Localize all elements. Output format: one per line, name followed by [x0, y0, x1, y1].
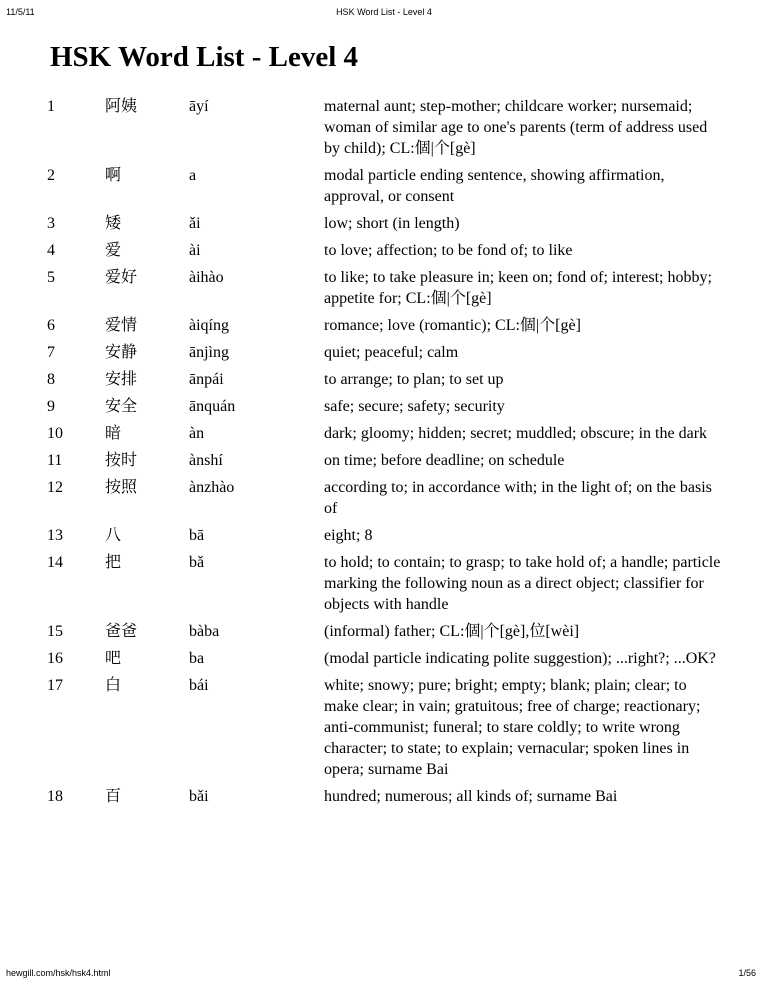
word-pinyin: ānquán: [189, 398, 236, 415]
word-number: 17: [47, 677, 63, 694]
word-list-table: [47, 96, 727, 813]
word-hanzi: 按时: [105, 452, 138, 469]
word-hanzi: 八: [105, 527, 122, 544]
word-pinyin: ǎi: [189, 215, 201, 232]
word-pinyin: bā: [189, 527, 205, 544]
word-english: maternal aunt; step-mother; childcare worker; nursemaid; woman of similar age to one's parents (term of address used by child); CL:個|个[gè]: [324, 98, 708, 157]
word-english: on time; before deadline; on schedule: [324, 452, 565, 469]
word-english: to arrange; to plan; to set up: [324, 371, 504, 388]
word-row: [47, 621, 727, 648]
word-hanzi: 爸爸: [105, 623, 138, 640]
word-row: [47, 648, 727, 675]
footer-url: hewgill.com/hsk/hsk4.html: [6, 968, 111, 978]
word-number: 1: [47, 98, 55, 115]
word-english: (informal) father; CL:個|个[gè],位[wèi]: [324, 623, 580, 640]
footer-page-number: 1/56: [738, 968, 756, 978]
word-pinyin: àiqíng: [189, 317, 229, 334]
word-number: 18: [47, 788, 63, 805]
word-number: 15: [47, 623, 63, 640]
word-hanzi: 暗: [105, 425, 122, 442]
word-hanzi: 阿姨: [105, 98, 138, 115]
word-number: 3: [47, 215, 55, 232]
word-hanzi: 爱: [105, 242, 122, 259]
word-number: 13: [47, 527, 63, 544]
word-pinyin: ànzhào: [189, 479, 235, 496]
word-english: dark; gloomy; hidden; secret; muddled; obscure; in the dark: [324, 425, 708, 442]
word-number: 8: [47, 371, 55, 388]
header-date: 11/5/11: [6, 7, 35, 17]
word-pinyin: ài: [189, 242, 201, 259]
word-english: hundred; numerous; all kinds of; surname Bai: [324, 788, 618, 805]
word-hanzi: 安排: [105, 371, 138, 388]
word-pinyin: a: [189, 167, 197, 184]
word-english: to like; to take pleasure in; keen on; fond of; interest; hobby; appetite for; CL:個|个[gè]: [324, 269, 712, 307]
word-english: to love; affection; to be fond of; to like: [324, 242, 573, 259]
word-hanzi: 爱情: [105, 317, 138, 334]
word-english: eight; 8: [324, 527, 373, 544]
word-number: 16: [47, 650, 63, 667]
word-english: white; snowy; pure; bright; empty; blank; plain; clear; to make clear; in vain; gratuitous; free of charge; reactionary; anti-communist; funeral; to stare coldly; to write wrong character; to state; to explain; vernacular; spoken lines in opera; surname Bai: [324, 677, 701, 778]
word-number: 11: [47, 452, 63, 469]
word-row: [47, 96, 727, 165]
header-title: HSK Word List - Level 4: [336, 7, 432, 17]
word-english: to hold; to contain; to grasp; to take hold of; a handle; particle marking the following noun as a direct object; classifier for objects with handle: [324, 554, 721, 613]
word-number: 4: [47, 242, 55, 259]
word-english: low; short (in length): [324, 215, 460, 232]
word-english: modal particle ending sentence, showing affirmation, approval, or consent: [324, 167, 665, 205]
word-row: [47, 477, 727, 525]
word-english: romance; love (romantic); CL:個|个[gè]: [324, 317, 581, 334]
word-pinyin: ànshí: [189, 452, 223, 469]
page-title: HSK Word List - Level 4: [50, 41, 359, 73]
word-row: [47, 525, 727, 552]
word-hanzi: 矮: [105, 215, 122, 232]
word-pinyin: àihào: [189, 269, 224, 286]
word-pinyin: āyí: [189, 98, 209, 115]
word-english: quiet; peaceful; calm: [324, 344, 459, 361]
word-row: [47, 675, 727, 786]
word-row: [47, 423, 727, 450]
word-row: [47, 450, 727, 477]
word-number: 5: [47, 269, 55, 286]
word-pinyin: ānpái: [189, 371, 224, 388]
word-row: [47, 552, 727, 621]
word-number: 12: [47, 479, 63, 496]
word-hanzi: 按照: [105, 479, 138, 496]
word-hanzi: 安静: [105, 344, 138, 361]
word-pinyin: bǎ: [189, 554, 205, 571]
word-row: [47, 240, 727, 267]
word-row: [47, 213, 727, 240]
word-hanzi: 吧: [105, 650, 122, 667]
word-number: 6: [47, 317, 55, 334]
word-pinyin: bǎi: [189, 788, 209, 805]
word-row: [47, 369, 727, 396]
word-english: (modal particle indicating polite suggestion); ...right?; ...OK?: [324, 650, 716, 667]
word-hanzi: 安全: [105, 398, 138, 415]
word-pinyin: bái: [189, 677, 209, 694]
word-row: [47, 267, 727, 315]
word-row: [47, 165, 727, 213]
word-pinyin: ānjìng: [189, 344, 229, 361]
word-number: 9: [47, 398, 55, 415]
word-pinyin: àn: [189, 425, 205, 442]
word-number: 14: [47, 554, 63, 571]
word-pinyin: ba: [189, 650, 205, 667]
word-row: [47, 315, 727, 342]
word-number: 2: [47, 167, 55, 184]
word-english: safe; secure; safety; security: [324, 398, 505, 415]
word-row: [47, 786, 727, 813]
word-number: 10: [47, 425, 63, 442]
word-pinyin: bàba: [189, 623, 220, 640]
word-row: [47, 342, 727, 369]
word-hanzi: 爱好: [105, 269, 138, 286]
word-hanzi: 百: [105, 788, 122, 805]
word-number: 7: [47, 344, 55, 361]
word-hanzi: 把: [105, 554, 122, 571]
word-english: according to; in accordance with; in the light of; on the basis of: [324, 479, 712, 517]
word-hanzi: 白: [105, 677, 122, 694]
word-row: [47, 396, 727, 423]
word-hanzi: 啊: [105, 167, 122, 184]
